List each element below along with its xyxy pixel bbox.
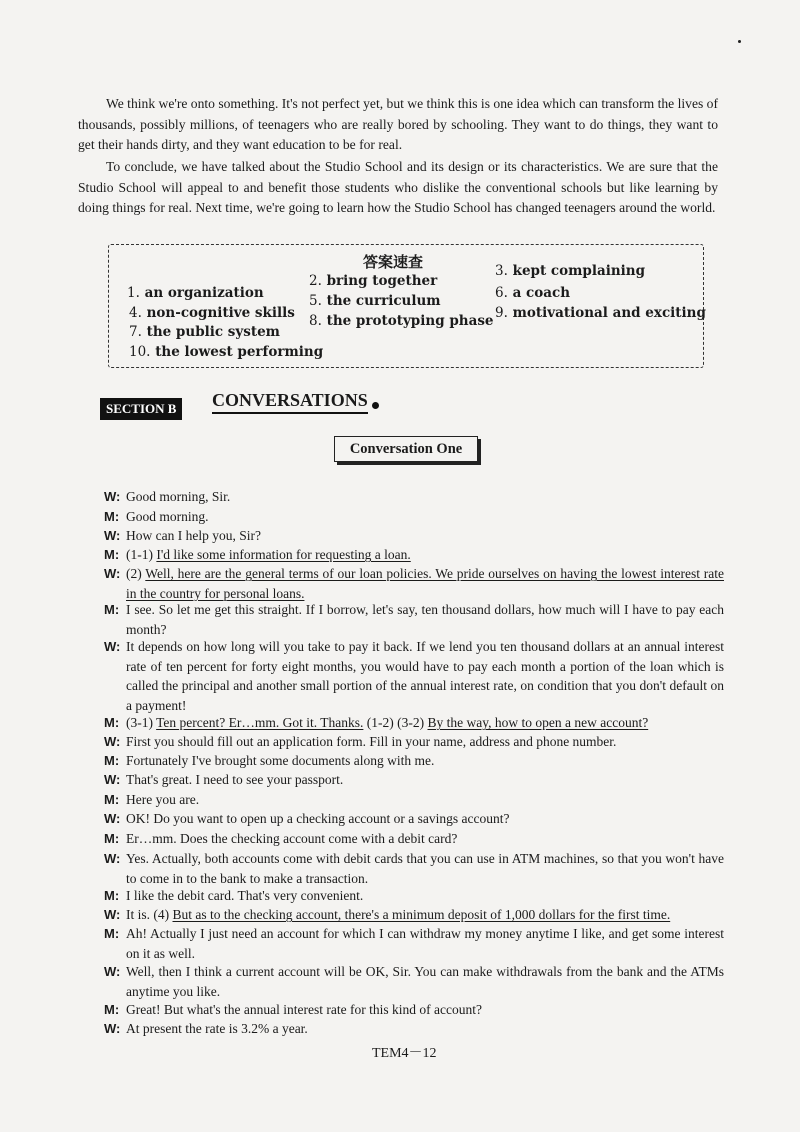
dialogue-text: Good morning, Sir. [126,489,231,504]
dialogue-text: Ah! Actually I just need an account for which I can withdraw my money anytime I like, and get some interest on it as well. [126,926,724,961]
dialogue-text: Yes. Actually, both accounts come with debit cards that you can use in ATM machines, so that you won't have to come in to the bank to make a transaction. [126,851,724,886]
dialogue-text [126,545,724,565]
intro-paragraph-1: We think we're onto something. It's not perfect yet, but we think this is one idea which can transform the lives of thousands, possibly millions, of teenagers who are really bored by schooling. They want to do things, they want to get their hands dirty, and they want education to be for real. [78,96,718,152]
dialogue-line [104,600,724,639]
speaker-label: M: [104,753,120,768]
answer-item: 9. motivational and exciting [495,305,706,321]
dialogue-text: At present the rate is 3.2% a year. [126,1021,308,1036]
dialogue-line [104,1000,724,1020]
dialogue-line [104,732,724,752]
dialogue-line [104,905,724,925]
answer-item: 3. kept complaining [495,263,646,279]
dialogue-fragment: (1-2) (3-2) [363,715,428,730]
dialogue-text: Here you are. [126,792,200,807]
dialogue-line [104,1019,724,1039]
dialogue-text: I see. So let me get this straight. If I borrow, let's say, ten thousand dollars, how much will I have to pay each month? [126,602,724,637]
dialogue-line [104,770,724,790]
answer-item: 7. the public system [129,324,280,340]
answer-item: 10. the lowest performing [129,344,324,360]
dialogue-fragment: (2) [126,566,146,581]
answer-item: 2. bring together [309,273,438,289]
dialogue-line [104,790,724,810]
speaker-label: M: [104,926,120,941]
answer-key-title: 答案速查 [363,253,424,271]
dialogue-text: Well, then I think a current account will be OK, Sir. You can make withdrawals from the bank and the ATMs anytime you like. [126,964,724,999]
speaker-label: W: [104,566,121,581]
dialogue-line [104,849,724,888]
speaker-label: M: [104,1002,120,1017]
speaker-label: M: [104,509,120,524]
dialogue-text: Good morning. [126,509,209,524]
dialogue-text [126,905,724,925]
speaker-label: M: [104,715,120,730]
dialogue-text: It depends on how long will you take to pay it back. If we lend you ten thousand dollars at an annual interest rate of ten percent for forty eight months, you would have to pay each month a portion of the loan which is called the principal and another small portion of the annual interest rate, on condition that you don't default on a payment! [126,639,724,713]
dialogue-text: Great! But what's the annual interest rate for this kind of account? [126,1002,482,1017]
dialogue-line [104,713,724,733]
section-badge: SECTION B [100,398,182,420]
dialogue-text: How can I help you, Sir? [126,528,261,543]
dialogue-text: First you should fill out an application form. Fill in your name, address and phone number. [126,734,617,749]
page-footer: TEM4－12 [372,1046,437,1061]
dialogue-line [104,809,724,829]
underlined-answer: Well, here are the general terms of our loan policies. We pride ourselves on having the lowest interest rate in the country for personal loans. [126,566,724,601]
dialogue-line [104,564,724,603]
dialogue-line [104,507,724,527]
speaker-label: M: [104,831,120,846]
answer-key-box [108,244,704,368]
dialogue-fragment: It is. (4) [126,907,173,922]
answer-item: 5. the curriculum [309,293,441,309]
section-dot [372,402,379,409]
speaker-label: M: [104,888,120,903]
speaker-label: W: [104,639,121,654]
speaker-label: W: [104,734,121,749]
speaker-label: W: [104,489,121,504]
answer-item: 4. non-cognitive skills [129,305,295,321]
speaker-label: W: [104,811,121,826]
dialogue-fragment: (3-1) [126,715,157,730]
speck [738,40,741,43]
answer-item: 1. an organization [127,285,264,301]
dialogue-text: Fortunately I've brought some documents along with me. [126,753,435,768]
speaker-label: W: [104,772,121,787]
speaker-label: W: [104,964,121,979]
speaker-label: M: [104,602,120,617]
conversation-title: Conversation One [334,436,478,462]
dialogue-line [104,637,724,715]
speaker-label: W: [104,528,121,543]
speaker-label: W: [104,907,121,922]
underlined-answer: I'd like some information for requesting a loan. [156,547,411,562]
dialogue-line [104,526,724,546]
intro-paragraph-2: To conclude, we have talked about the Studio School and its design or its characteristics. We are sure that the Studio School will appeal to and benefit those students who dislike the conventional schools but like learning by doing things for real. Next time, we're going to learn how the Studio School has changed teenagers around the world. [78,159,718,215]
dialogue-line [104,829,724,849]
speaker-label: M: [104,547,120,562]
dialogue-fragment: (1-1) [126,547,157,562]
underlined-answer: Ten percent? Er…mm. Got it. Thanks. [156,715,364,730]
dialogue-text [126,713,724,733]
dialogue-text: I like the debit card. That's very convenient. [126,888,364,903]
dialogue-line [104,487,724,507]
dialogue-text [126,564,724,603]
speaker-label: W: [104,851,121,866]
answer-item: 8. the prototyping phase [309,313,494,329]
dialogue-line [104,545,724,565]
dialogue-text: Er…mm. Does the checking account come with a debit card? [126,831,458,846]
dialogue-text: That's great. I need to see your passport. [126,772,344,787]
dialogue-line [104,751,724,771]
dialogue-line [104,886,724,906]
dialogue-line [104,962,724,1001]
speaker-label: W: [104,1021,121,1036]
answer-item: 6. a coach [495,285,571,301]
underlined-answer: By the way, how to open a new account? [427,715,649,730]
dialogue-line [104,924,724,963]
section-title: CONVERSATIONS [212,390,368,414]
speaker-label: M: [104,792,120,807]
dialogue-text: OK! Do you want to open up a checking account or a savings account? [126,811,510,826]
underlined-answer: But as to the checking account, there's a minimum deposit of 1,000 dollars for the first time. [172,907,671,922]
